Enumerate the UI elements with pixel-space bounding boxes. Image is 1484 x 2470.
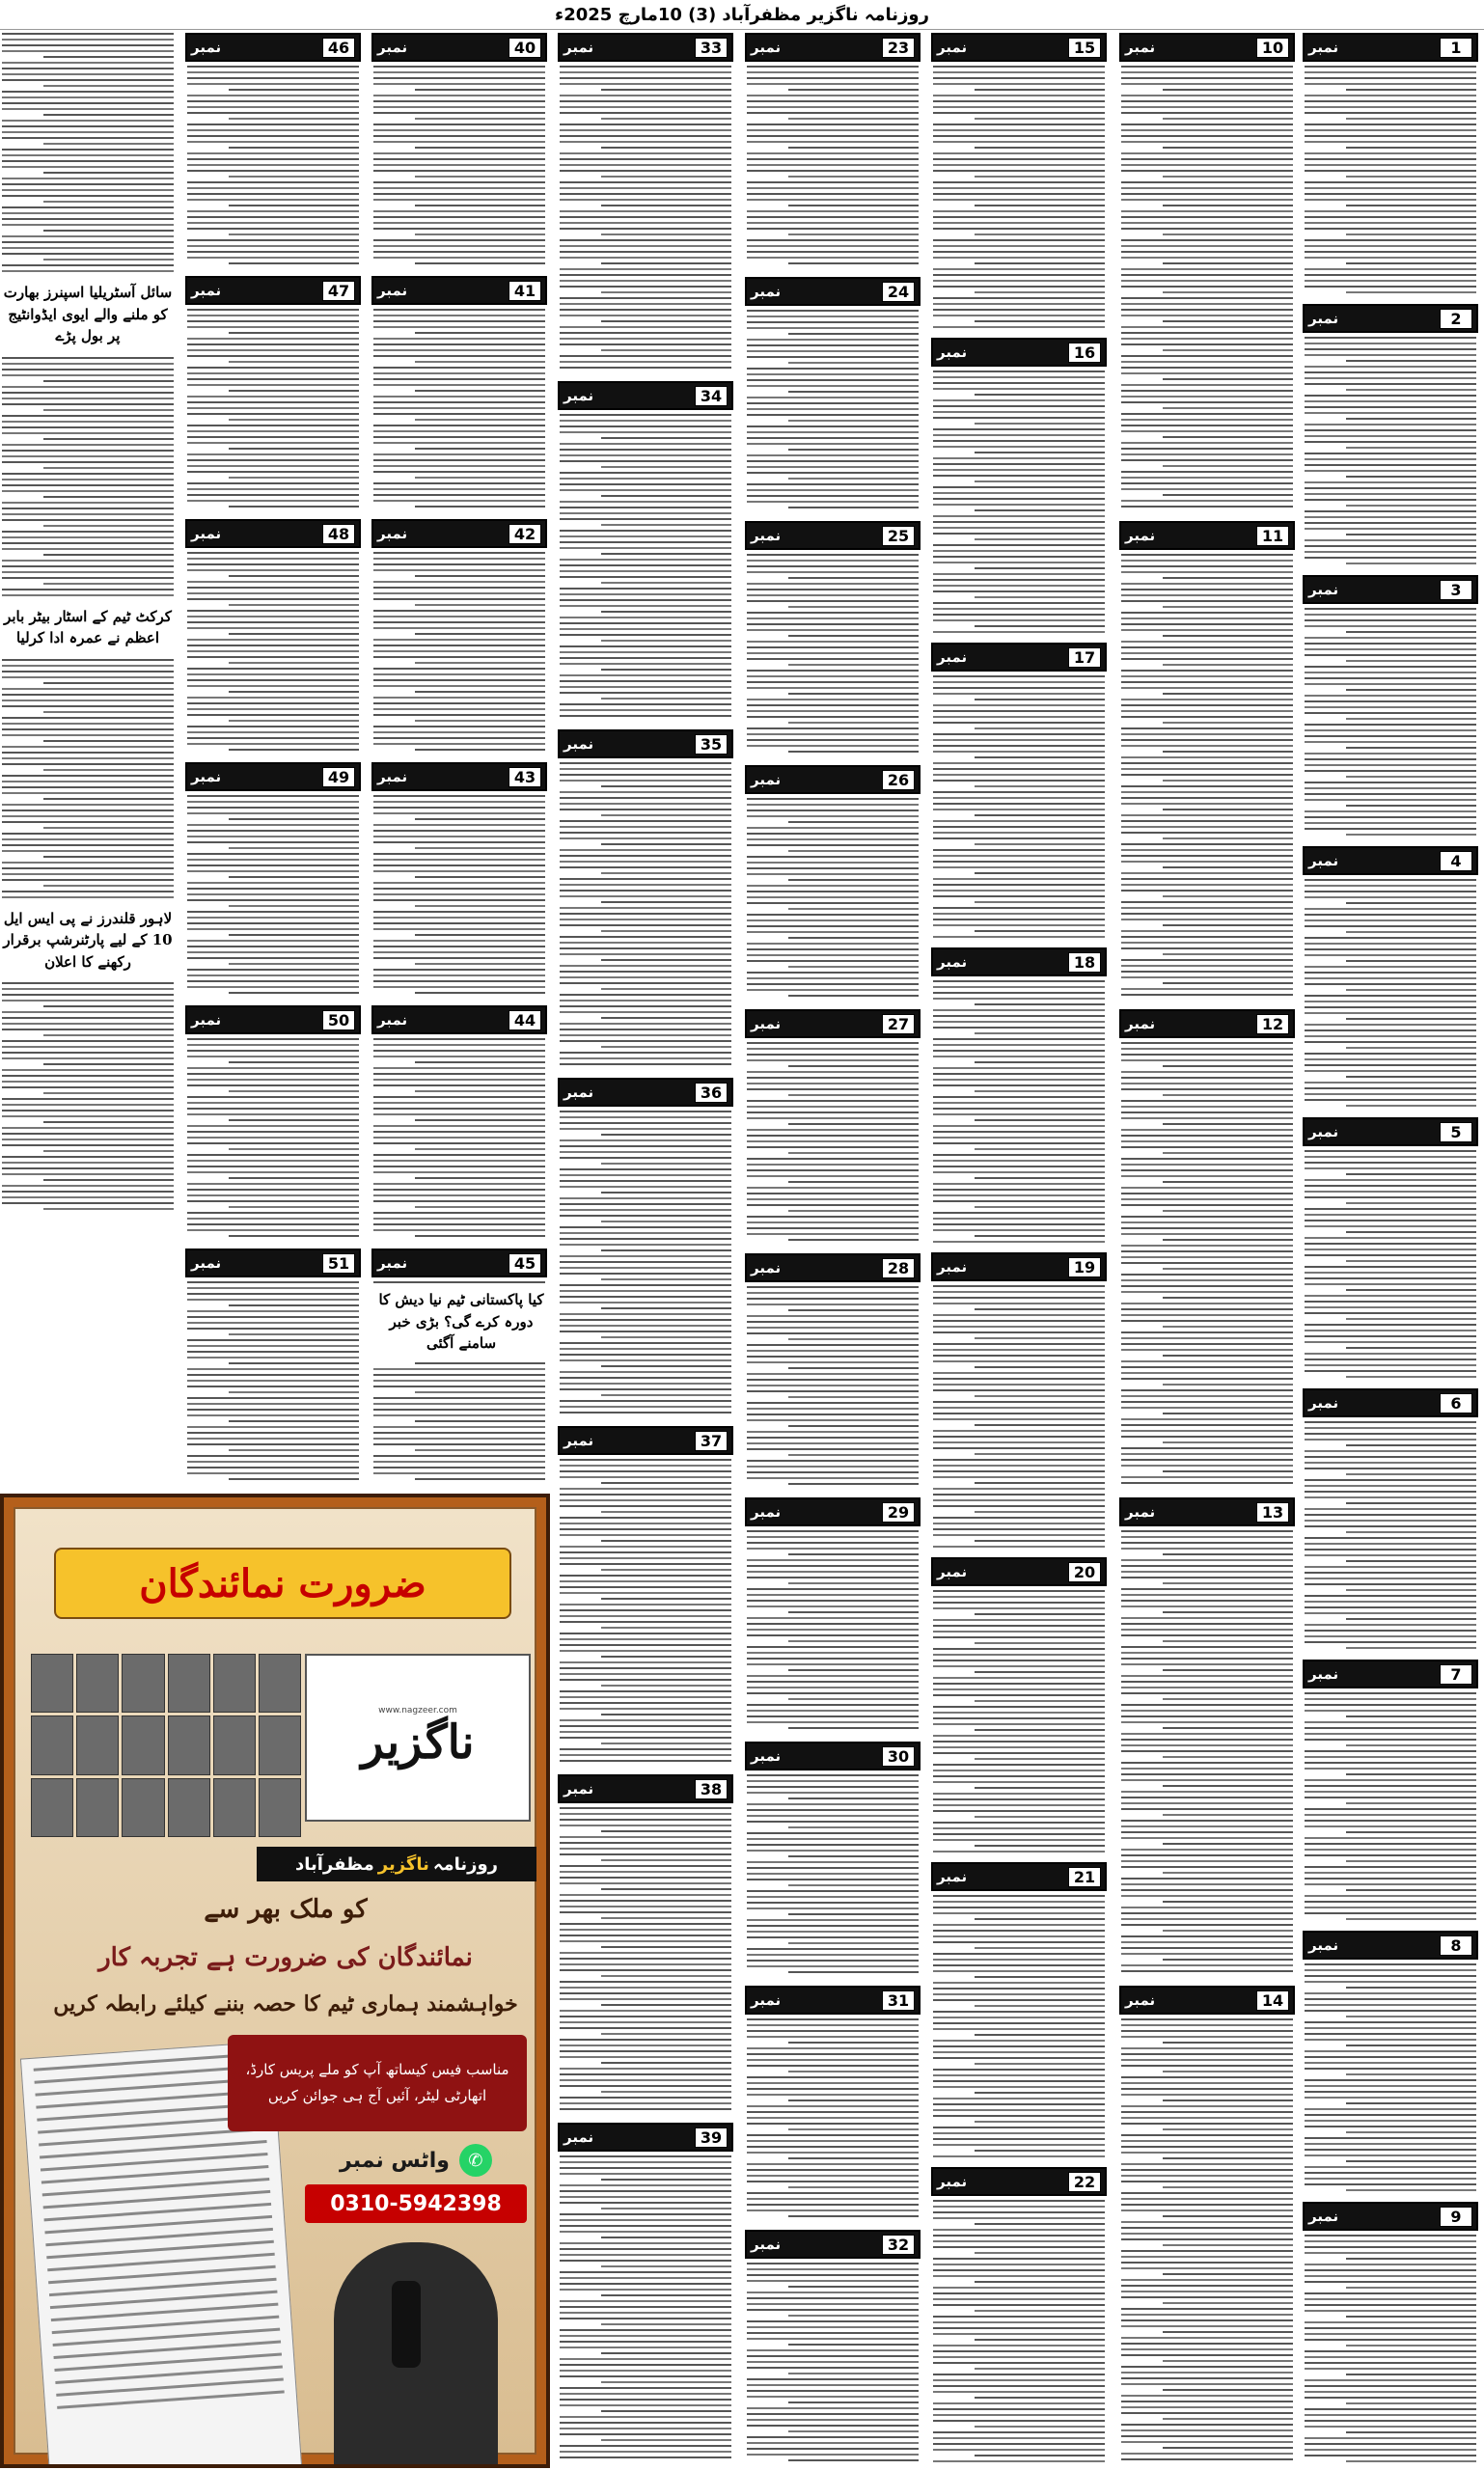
article-number: 16 (1068, 343, 1101, 363)
ad-logo (305, 1654, 531, 1822)
ad-strip-label: روزنامہ (432, 1853, 499, 1875)
badge-label: نمبر (1308, 2208, 1339, 2225)
microphone-icon (392, 2281, 421, 2368)
column-a (1303, 29, 1478, 2470)
column-f (371, 29, 547, 1491)
article-text (371, 552, 547, 751)
article-number-badge (1303, 1117, 1478, 1146)
badge-label: نمبر (377, 1011, 408, 1029)
badge-label: نمبر (1308, 581, 1339, 598)
article-number: 43 (508, 767, 541, 787)
badge-label: نمبر (563, 1084, 594, 1101)
badge-label: نمبر (377, 525, 408, 542)
badge-label: نمبر (191, 1254, 222, 1272)
ad-perks (228, 2035, 527, 2131)
article (1303, 1927, 1478, 2198)
article-number: 50 (322, 1010, 355, 1030)
badge-label: نمبر (377, 768, 408, 785)
article-text (745, 1530, 921, 1729)
article-text (931, 1285, 1107, 1548)
article-number: 6 (1440, 1393, 1472, 1413)
article-text (931, 1590, 1107, 1852)
article-number: 9 (1440, 2207, 1472, 2227)
article (1119, 517, 1295, 1005)
column-c (931, 29, 1107, 2470)
article-number: 18 (1068, 952, 1101, 973)
article-number: 35 (695, 734, 728, 755)
article-text (745, 1042, 921, 1241)
article-number: 22 (1068, 2172, 1101, 2192)
article-number-badge (745, 1009, 921, 1038)
badge-label: نمبر (1125, 1015, 1156, 1032)
article-number-badge (371, 1249, 547, 1277)
article-number-badge (1303, 846, 1478, 875)
ad-logo-url: www.nagzeer.com (378, 1706, 457, 1715)
article (1303, 300, 1478, 571)
article-text (558, 66, 733, 369)
article-text (185, 66, 361, 264)
article-text (931, 980, 1107, 1243)
article-text (745, 1286, 921, 1485)
badge-label: نمبر (937, 39, 968, 56)
article (745, 1738, 921, 1982)
article (558, 726, 733, 1074)
article-number: 13 (1256, 1502, 1289, 1523)
article-number: 29 (882, 1502, 915, 1523)
article-text (1119, 1042, 1295, 1484)
article (1303, 1656, 1478, 1927)
badge-label: نمبر (751, 2236, 782, 2253)
badge-label: نمبر (937, 343, 968, 361)
article-number-badge (745, 33, 921, 62)
badge-label: نمبر (1125, 1503, 1156, 1521)
article (745, 1005, 921, 1249)
article-number: 27 (882, 1014, 915, 1034)
badge-label: نمبر (1125, 527, 1156, 544)
article-text (185, 552, 361, 751)
masthead: روزنامہ ناگزیر مظفرآباد (3) 10مارچ 2025ء (0, 0, 1484, 30)
article (185, 1002, 361, 1245)
badge-label: نمبر (937, 1563, 968, 1580)
article-text (1119, 2018, 1295, 2460)
article-number: 24 (882, 282, 915, 302)
badge-label: نمبر (1125, 1991, 1156, 2009)
article-number-badge (1119, 1497, 1295, 1526)
article-number: 34 (695, 386, 728, 406)
article (1303, 1113, 1478, 1385)
article (745, 1494, 921, 1738)
badge-label: نمبر (563, 2128, 594, 2146)
article-number-badge (371, 33, 547, 62)
article-number: 44 (508, 1010, 541, 1030)
article (931, 1249, 1107, 1553)
article-text (1303, 1963, 1478, 2191)
badge-label: نمبر (751, 1015, 782, 1032)
badge-label: نمبر (1308, 310, 1339, 327)
badge-label: نمبر (377, 1254, 408, 1272)
headline: سائل آسٹریلیا اسپنرز بھارت کو ملنے والے ایوی ایڈوانٹیج پر بول پڑے (3, 284, 173, 344)
article-text (185, 1038, 361, 1237)
article-number: 12 (1256, 1014, 1289, 1034)
article-text (558, 2155, 733, 2458)
article-text (931, 370, 1107, 633)
article-number: 30 (882, 1746, 915, 1767)
badge-label: نمبر (751, 771, 782, 788)
article-number: 4 (1440, 851, 1472, 871)
badge-label: نمبر (937, 1258, 968, 1276)
article-number: 38 (695, 1779, 728, 1799)
article-number: 46 (322, 38, 355, 58)
badge-label: نمبر (1308, 1665, 1339, 1683)
badge-label: نمبر (191, 525, 222, 542)
article-number-badge (931, 1252, 1107, 1281)
article-text (1303, 1692, 1478, 1920)
article-number-badge (931, 1557, 1107, 1586)
article-number-badge (745, 521, 921, 550)
article-number-badge (185, 519, 361, 548)
article-text (371, 795, 547, 994)
article (185, 272, 361, 515)
badge-label: نمبر (563, 387, 594, 404)
article-number-badge (371, 519, 547, 548)
article-text (558, 1807, 733, 2110)
badge-label: نمبر (1308, 852, 1339, 869)
article-number-badge (745, 765, 921, 794)
article-number-badge (1303, 1388, 1478, 1417)
ad-phone: 0310-5942398 (305, 2184, 527, 2223)
article (371, 1245, 547, 1488)
article-text (1119, 554, 1295, 996)
article-text (1303, 608, 1478, 836)
article-text (931, 2200, 1107, 2462)
article (931, 944, 1107, 1249)
article-number: 11 (1256, 526, 1289, 546)
headline: لاہور قلندرز نے پی ایس ایل 10 کے لیے پارٹنرشپ برقرار رکھنے کا اعلان (3, 909, 173, 971)
badge-label: نمبر (191, 39, 222, 56)
ad-photo-grid (31, 1654, 301, 1837)
article (371, 758, 547, 1002)
article (931, 334, 1107, 639)
badge-label: نمبر (751, 39, 782, 56)
article (371, 1002, 547, 1245)
article-text (1119, 1530, 1295, 1972)
article-text (745, 2263, 921, 2461)
article-number: 37 (695, 1431, 728, 1451)
article (745, 517, 921, 761)
article (1119, 1982, 1295, 2470)
article-text (185, 795, 361, 994)
article-text (1303, 2235, 1478, 2462)
badge-label: نمبر (1125, 39, 1156, 56)
article-number-badge (558, 2123, 733, 2152)
article-number: 8 (1440, 1935, 1472, 1956)
article-text (1303, 1421, 1478, 1649)
badge-label: نمبر (751, 1259, 782, 1276)
article-number-badge (1303, 575, 1478, 604)
article-text (1303, 1150, 1478, 1378)
article-number: 42 (508, 524, 541, 544)
column-b (1119, 29, 1295, 2470)
article-number-badge (1119, 1009, 1295, 1038)
badge-label: نمبر (937, 2173, 968, 2190)
article-number-badge (1303, 33, 1478, 62)
ad-whatsapp (305, 2141, 527, 2180)
article-number: 45 (508, 1253, 541, 1274)
ad-background (14, 1507, 536, 2455)
article-number-badge (745, 1986, 921, 2015)
article-text (0, 659, 176, 898)
article-text (745, 310, 921, 508)
ad-line-2: نمائندگان کی ضرورت ہے تجربہ کار (98, 1943, 473, 1972)
article-number: 26 (882, 770, 915, 790)
article-text (185, 309, 361, 508)
article-number-badge (1119, 1986, 1295, 2015)
article (745, 273, 921, 517)
article-text (1119, 66, 1295, 508)
article (1119, 1005, 1295, 1494)
article-text (558, 1111, 733, 1413)
article (558, 2119, 733, 2467)
article (558, 377, 733, 726)
article-number-badge (931, 643, 1107, 672)
article-number-badge (558, 1774, 733, 1803)
article (371, 515, 547, 758)
ad-logo-brand: ناگزیر (361, 1715, 475, 1770)
article-text (558, 762, 733, 1065)
article-text (185, 1281, 361, 1480)
article-number: 28 (882, 1258, 915, 1278)
article-number: 19 (1068, 1257, 1101, 1277)
article-number: 41 (508, 281, 541, 301)
ad-line-1: کو ملک بھر سے (204, 1895, 368, 1924)
article-text (371, 309, 547, 508)
whatsapp-icon: ✆ (459, 2144, 492, 2177)
column-g (185, 29, 361, 1491)
ad-paper-strip (257, 1847, 536, 1881)
article-number: 2 (1440, 309, 1472, 329)
ad-perk-line: مناسب فیس کیساتھ آپ کو ملے پریس کارڈ، (245, 2061, 509, 2078)
article-number-badge (931, 947, 1107, 976)
article (558, 1770, 733, 2119)
article (558, 1074, 733, 1422)
classified-ad (0, 1494, 550, 2468)
article (745, 29, 921, 273)
article (1303, 842, 1478, 1113)
ad-strip-city: مظفرآباد (294, 1853, 374, 1875)
badge-label: نمبر (1308, 1936, 1339, 1954)
article (931, 29, 1107, 334)
article (931, 1553, 1107, 1858)
badge-label: نمبر (563, 735, 594, 753)
article-number: 25 (882, 526, 915, 546)
badge-label: نمبر (377, 39, 408, 56)
article-number: 47 (322, 281, 355, 301)
article-number-badge (745, 1253, 921, 1282)
badge-label: نمبر (751, 283, 782, 300)
article-number: 5 (1440, 1122, 1472, 1142)
article-number: 51 (322, 1253, 355, 1274)
article-number-badge (558, 729, 733, 758)
headline: کرکٹ ٹیم کے اسٹار بیٹر بابر اعظم نے عمرہ ادا کرلیا (4, 607, 172, 646)
article-number-badge (931, 1862, 1107, 1891)
article-number: 49 (322, 767, 355, 787)
article (745, 761, 921, 1005)
article-text (745, 2018, 921, 2217)
article-number-badge (1119, 33, 1295, 62)
article-number-badge (1303, 1931, 1478, 1960)
article (371, 272, 547, 515)
article-number: 48 (322, 524, 355, 544)
article-number: 33 (695, 38, 728, 58)
article-text (745, 66, 921, 264)
article (745, 1982, 921, 2226)
column-d (745, 29, 921, 2470)
article-number-badge (1303, 1660, 1478, 1688)
article-number-badge (1119, 521, 1295, 550)
article-number-badge (1303, 304, 1478, 333)
column-e (558, 29, 733, 2470)
article-number-badge (185, 33, 361, 62)
badge-label: نمبر (751, 1503, 782, 1521)
article-number: 1 (1440, 38, 1472, 58)
article-text (0, 982, 176, 1210)
article (558, 29, 733, 377)
article-number-badge (931, 33, 1107, 62)
article-number-badge (1303, 2202, 1478, 2231)
article-text (1303, 66, 1478, 293)
ad-line-3: خواہشمند ہماری ٹیم کا حصہ بننے کیلئے رابطہ کریں (53, 1991, 518, 2017)
ad-perk-line: اتھارٹی لیٹر، آئیں آج ہی جوائن کریں (267, 2087, 487, 2104)
article-number-badge (745, 1742, 921, 1770)
article (931, 2163, 1107, 2468)
badge-label: نمبر (1308, 39, 1339, 56)
ad-title: ضرورت نمائندگان (54, 1548, 511, 1619)
article-text (931, 1895, 1107, 2157)
badge-label: نمبر (751, 1991, 782, 2009)
badge-label: نمبر (377, 282, 408, 299)
article-number: 23 (882, 38, 915, 58)
article (558, 1422, 733, 1770)
article-number-badge (558, 33, 733, 62)
article-number: 7 (1440, 1664, 1472, 1685)
article (371, 29, 547, 272)
article (185, 29, 361, 272)
badge-label: نمبر (563, 1432, 594, 1449)
article-text (745, 798, 921, 997)
article (745, 2226, 921, 2470)
article-number-badge (931, 2167, 1107, 2196)
article-number: 39 (695, 2127, 728, 2148)
article-number-badge (931, 338, 1107, 367)
article-text (1303, 879, 1478, 1107)
ad-whatsapp-label: واٹس نمبر (340, 2148, 450, 2173)
article-number-badge (558, 1078, 733, 1107)
article-text (371, 1038, 547, 1237)
article-number: 17 (1068, 647, 1101, 668)
article-number: 20 (1068, 1562, 1101, 1582)
article-number-badge (185, 1249, 361, 1277)
badge-label: نمبر (191, 282, 222, 299)
article-text (558, 1459, 733, 1762)
article-number: 3 (1440, 580, 1472, 600)
article-number-badge (558, 381, 733, 410)
article-text (1303, 337, 1478, 564)
article (1119, 1494, 1295, 1982)
article (1303, 1385, 1478, 1656)
article (185, 1245, 361, 1488)
badge-label: نمبر (751, 527, 782, 544)
badge-label: نمبر (937, 953, 968, 971)
badge-label: نمبر (751, 1747, 782, 1765)
article (931, 639, 1107, 944)
article (1119, 29, 1295, 517)
article-text (0, 33, 176, 272)
badge-label: نمبر (191, 768, 222, 785)
badge-label: نمبر (563, 39, 594, 56)
article-number-badge (558, 1426, 733, 1455)
article-number: 36 (695, 1083, 728, 1103)
article-number-badge (745, 1497, 921, 1526)
article (931, 1858, 1107, 2163)
article-number: 40 (508, 38, 541, 58)
article (185, 515, 361, 758)
article (1303, 2198, 1478, 2469)
article-number: 21 (1068, 1867, 1101, 1887)
article-text (745, 554, 921, 753)
badge-label: نمبر (1308, 1123, 1339, 1140)
article (185, 758, 361, 1002)
article-text (558, 414, 733, 717)
article-number-badge (371, 1005, 547, 1034)
article-number-badge (745, 277, 921, 306)
article-text (745, 1774, 921, 1973)
article-text (0, 357, 176, 596)
ad-strip-brand: ناگزیر (377, 1853, 429, 1875)
article (745, 1249, 921, 1494)
article-number: 32 (882, 2235, 915, 2255)
article-number-badge (371, 762, 547, 791)
article-number-badge (371, 276, 547, 305)
article-number-badge (185, 1005, 361, 1034)
article-text (931, 675, 1107, 938)
article-text (931, 66, 1107, 328)
article-number: 10 (1256, 38, 1289, 58)
article-number-badge (185, 276, 361, 305)
headline: کیا پاکستانی ٹیم نیا دیش کا دورہ کرے گی؟ بڑی خبر سامنے آگئی (371, 1283, 551, 1360)
article-text (371, 66, 547, 264)
article-number: 15 (1068, 38, 1101, 58)
badge-label: نمبر (1308, 1394, 1339, 1412)
column-h (0, 29, 176, 1491)
badge-label: نمبر (937, 648, 968, 666)
article-number: 31 (882, 1990, 915, 2011)
article-number: 14 (1256, 1990, 1289, 2011)
badge-label: نمبر (563, 1780, 594, 1798)
article-number-badge (185, 762, 361, 791)
article (1303, 571, 1478, 842)
article-number-badge (745, 2230, 921, 2259)
badge-label: نمبر (191, 1011, 222, 1029)
article (1303, 29, 1478, 300)
badge-label: نمبر (937, 1868, 968, 1885)
